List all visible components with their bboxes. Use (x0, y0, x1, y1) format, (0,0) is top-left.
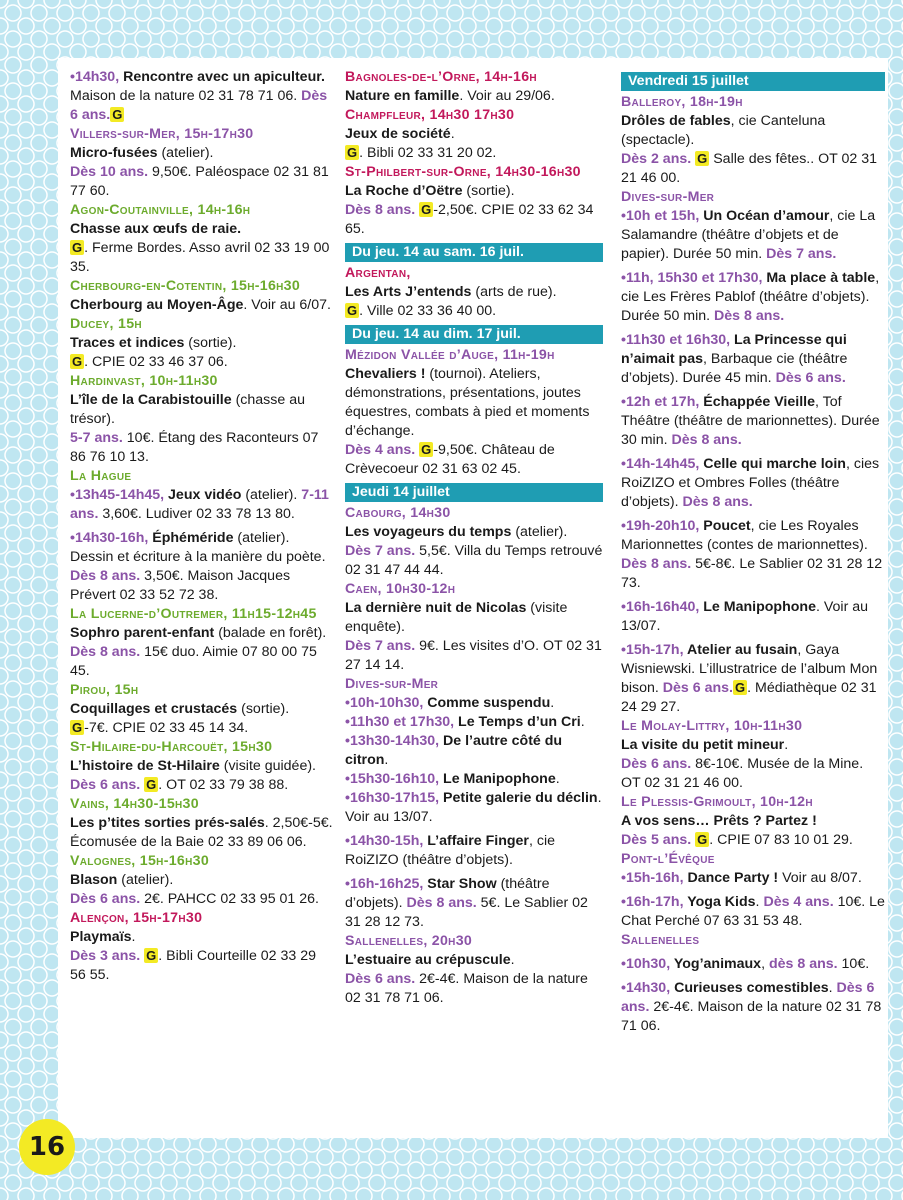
event-detail (345, 637, 603, 675)
event-info: (atelier). (511, 524, 568, 540)
event-info: (sortie). (462, 183, 515, 199)
venue-heading: Pirou, 15h (70, 682, 139, 698)
event-info: (visite guidée). (219, 758, 316, 774)
date-banner: Vendredi 15 juillet (621, 72, 885, 91)
venue-heading: Villers-sur-Mer, 15h-17h30 (70, 126, 254, 142)
event-title: Blason (70, 872, 118, 888)
free-badge: G (697, 151, 708, 166)
event-entry (345, 789, 603, 827)
event-entry (621, 455, 885, 512)
event-detail (70, 220, 334, 239)
venue-heading: La Lucerne-d’Outremer, 11h15-12h45 (70, 606, 317, 622)
free-badge: G (347, 303, 358, 318)
event-info: (tournoi). Ateliers, démonstrations, présentations, joutes équestres, combats à pied et moments d’échange. (345, 366, 590, 439)
date-banner: Du jeu. 14 au sam. 16 juil. (345, 243, 603, 262)
age-label: Dès 4 ans. (345, 442, 416, 458)
free-badge: G (146, 777, 157, 792)
age-label: Dès 7 ans. (345, 638, 416, 654)
event-title: Jeux vidéo (164, 487, 242, 503)
event-title: Chevaliers ! (345, 366, 426, 382)
event-info: , Gaya Wisniewski. L’illustratrice de l’album Mon bison. (621, 642, 878, 696)
event-entry (621, 955, 885, 974)
event-info: . (828, 980, 833, 996)
event-detail (70, 334, 334, 353)
event-detail (345, 182, 603, 201)
event-title: Sophro parent-enfant (70, 625, 215, 641)
age-label: Dès 7 ans. (762, 246, 837, 262)
age-label: Dès 8 ans. (345, 202, 416, 218)
event-detail (345, 970, 603, 1008)
event-detail (70, 700, 334, 719)
event-info: 9€. Les visites d’O. OT 02 31 27 14 14. (345, 638, 602, 673)
free-badge: G (72, 240, 83, 255)
event-time: •15h30-16h10, (345, 771, 440, 787)
event-title: Un Océan d’amour (699, 208, 830, 224)
event-info: (atelier). (241, 487, 298, 503)
event-info: (arts de rue). (471, 284, 557, 300)
event-title: L’estuaire au crépuscule (345, 952, 511, 968)
event-info: , cies RoiZIZO et Ombres Folles (théâtre d’objets). (621, 456, 880, 510)
event-time: •10h30, (621, 956, 671, 972)
age-label: Dès 6 ans. (771, 370, 846, 386)
event-info: -2,50€. CPIE 02 33 62 34 65. (345, 202, 594, 237)
age-label: Dès 6 ans. (658, 680, 733, 696)
event-info: Voir au 8/07. (778, 870, 862, 886)
event-info: . (555, 771, 560, 787)
event-detail (70, 429, 334, 467)
age-label: Dès 8 ans. (667, 432, 742, 448)
event-time: •10h-10h30, (345, 695, 424, 711)
event-entry (345, 713, 603, 732)
age-label: Dès 7 ans. (345, 543, 416, 559)
event-time: •12h et 17h, (621, 394, 700, 410)
event-detail (345, 144, 603, 163)
event-entry (621, 869, 885, 888)
column-1 (70, 68, 334, 985)
event-title: L’affaire Finger (423, 833, 529, 849)
event-time: •11h30 et 16h30, (621, 332, 731, 348)
event-info: . (510, 952, 515, 968)
free-badge: G (421, 202, 432, 217)
age-label: Dès 8 ans. (402, 895, 477, 911)
age-label: Dès 8 ans. (621, 556, 692, 572)
venue-heading: Hardinvast, 10h-11h30 (70, 373, 218, 389)
event-title: Yoga Kids (683, 894, 756, 910)
event-info: . Voir au 6/07. (243, 297, 331, 313)
venue-heading: Champfleur, 14h30 17h30 (345, 107, 515, 123)
event-entry (345, 875, 603, 932)
free-badge: G (112, 107, 123, 122)
event-detail (70, 928, 334, 947)
event-detail (70, 871, 334, 890)
event-info: , Barbaque cie (théâtre d’objets). Durée 45 min. (621, 351, 848, 386)
event-title: Rencontre avec un apiculteur. (119, 69, 325, 85)
event-info: (balade en forêt). (214, 625, 327, 641)
event-info: . 2,50€-5€. Écomusée de la Baie 02 33 89 06 06. (70, 815, 333, 850)
event-info: . Ferme Bordes. Asso avril 02 33 19 00 35. (70, 240, 330, 275)
event-title: Éphéméride (148, 530, 234, 546)
event-title: Curieuses comestibles (670, 980, 829, 996)
event-info: (atelier). (117, 872, 174, 888)
event-title: Chasse aux œufs de raie. (70, 221, 242, 237)
age-label: Dès 6 ans. (70, 777, 141, 793)
event-info: Maison de la nature 02 31 78 71 06. (70, 88, 298, 104)
venue-heading: Alençon, 15h-17h30 (70, 910, 203, 926)
event-info: (chasse au trésor). (70, 392, 305, 427)
page-number-badge: 16 (19, 1119, 75, 1175)
event-title: Les p’tites sorties prés-salés (70, 815, 265, 831)
event-info: , (761, 956, 766, 972)
event-entry (621, 598, 885, 636)
event-entry (621, 893, 885, 931)
event-title: Dance Party ! (683, 870, 779, 886)
venue-heading: Dives-sur-Mer (621, 189, 715, 205)
event-entry (70, 529, 334, 605)
column-3 (621, 68, 885, 1036)
event-detail (70, 296, 334, 315)
event-time: •14h30-15h, (345, 833, 424, 849)
event-title: Coquillages et crustacés (70, 701, 238, 717)
event-info: . (755, 894, 760, 910)
age-label: Dès 5 ans. (621, 832, 692, 848)
event-info: 3,60€. Ludiver 02 33 78 13 80. (98, 506, 295, 522)
event-info: . (131, 929, 136, 945)
event-detail (345, 542, 603, 580)
event-entry (621, 269, 885, 326)
date-banner: Du jeu. 14 au dim. 17 juil. (345, 325, 603, 344)
event-title: Yog’animaux (670, 956, 762, 972)
age-label: dès 8 ans. (765, 956, 838, 972)
age-label: Dès 6 ans. (70, 891, 141, 907)
event-detail (345, 87, 603, 106)
venue-heading: Cabourg, 14h30 (345, 505, 451, 521)
venue-heading: La Hague (70, 468, 132, 484)
event-title: Cherbourg au Moyen-Âge (70, 297, 244, 313)
venue-heading: St-Philbert-sur-Orne, 14h30-16h30 (345, 164, 581, 180)
age-label: Dès 8 ans. (70, 644, 141, 660)
event-time: •14h30, (70, 69, 120, 85)
age-label: 7-11 ans. (70, 487, 329, 522)
venue-heading: Sallenelles (621, 932, 700, 948)
event-detail (621, 812, 885, 831)
event-info: . (550, 695, 555, 711)
event-info: . Voir au 13/07. (621, 599, 869, 634)
event-entry (345, 732, 603, 770)
event-time: •16h-17h, (621, 894, 684, 910)
venue-heading: Mézidon Vallée d’Auge, 11h-19h (345, 347, 555, 363)
event-entry (70, 68, 334, 125)
event-time: •10h et 15h, (621, 208, 700, 224)
venue-heading: Caen, 10h30-12h (345, 581, 456, 597)
event-title: Petite galerie du déclin (439, 790, 598, 806)
event-info: 10€. Étang des Raconteurs 07 86 76 10 13. (70, 430, 319, 465)
event-detail (70, 814, 334, 852)
event-detail (621, 755, 885, 793)
event-title: Le Manipophone (439, 771, 556, 787)
event-info: . Voir au 13/07. (345, 790, 602, 825)
event-entry (345, 694, 603, 713)
event-entry (621, 641, 885, 717)
event-time: •15h-16h, (621, 870, 684, 886)
event-detail (70, 719, 334, 738)
age-label: 5-7 ans. (70, 430, 123, 446)
event-info: . (784, 737, 789, 753)
event-info: , cie Les Royales Marionnettes (contes de marionnettes). (621, 518, 868, 553)
event-info: (sortie). (184, 335, 237, 351)
event-detail (345, 523, 603, 542)
event-title: Ma place à table (762, 270, 876, 286)
event-info: 9,50€. Paléospace 02 31 81 77 60. (70, 164, 329, 199)
event-time: •14h30, (621, 980, 671, 996)
age-label: Dès 10 ans. (70, 164, 149, 180)
venue-heading: Cherbourg-en-Cotentin, 15h-16h30 (70, 278, 301, 294)
event-detail (345, 283, 603, 302)
event-title: Atelier au fusain (683, 642, 798, 658)
event-info: , Tof Théâtre (théâtre de marionnettes). Durée 30 min. (621, 394, 880, 448)
event-detail (621, 112, 885, 150)
event-detail (621, 150, 885, 188)
column-2 (345, 68, 603, 1008)
event-detail (70, 239, 334, 277)
event-info: 2€-4€. Maison de la nature 02 31 78 71 06. (621, 999, 882, 1034)
event-info: . (580, 714, 585, 730)
age-label: Dès 4 ans. (759, 894, 834, 910)
event-info: , cie Les Frères Pablof (théâtre d’objets). Durée 50 min. (621, 270, 880, 324)
event-info: , cie Canteluna (spectacle). (621, 113, 826, 148)
event-info: . Médiathèque 02 31 24 29 27. (621, 680, 877, 715)
event-title: Celle qui marche loin (699, 456, 846, 472)
event-info: 2€. PAHCC 02 33 95 01 26. (140, 891, 319, 907)
event-time: •15h-17h, (621, 642, 684, 658)
event-detail (345, 125, 603, 144)
event-info: . Voir au 29/06. (459, 88, 555, 104)
event-entry (345, 770, 603, 789)
free-badge: G (146, 948, 157, 963)
event-title: La dernière nuit de Nicolas (345, 600, 527, 616)
free-badge: G (735, 680, 746, 695)
event-info: . Bibli Courteille 02 33 29 56 55. (70, 948, 317, 983)
event-info: . OT 02 31 21 46 00. (621, 151, 878, 186)
age-label: Dès 2 ans. (621, 151, 692, 167)
event-info: 8€-10€. Musée de la Mine. OT 02 31 21 46 00. (621, 756, 864, 791)
venue-heading: Pont-l’Évêque (621, 851, 715, 867)
event-info: 2€-4€. Maison de la nature 02 31 78 71 06. (345, 971, 588, 1006)
event-info: , cie La Salamandre (théâtre d’objets et de papier). Durée 50 min. (621, 208, 876, 262)
venue-heading: Bagnoles-de-l’Orne, 14h-16h (345, 69, 537, 85)
event-title: De l’autre côté du citron (345, 733, 563, 768)
event-time: •19h-20h10, (621, 518, 700, 534)
event-title: Jeux de société (345, 126, 451, 142)
event-title: Micro-fusées (70, 145, 158, 161)
age-label: Dès 6 ans. (345, 971, 416, 987)
event-entry (70, 486, 334, 524)
free-badge: G (347, 145, 358, 160)
event-detail (70, 624, 334, 643)
venue-heading: St-Hilaire-du-Harcouët, 15h30 (70, 739, 273, 755)
event-time: •14h-14h45, (621, 456, 700, 472)
event-detail (345, 599, 603, 637)
event-title: L’île de la Carabistouille (70, 392, 232, 408)
event-detail (621, 736, 885, 755)
event-detail (70, 776, 334, 795)
event-title: Échappée Vieille (699, 394, 815, 410)
event-info: . OT 02 33 79 38 88. (158, 777, 289, 793)
event-info: (atelier). (157, 145, 214, 161)
age-label: Dès 6 ans. (621, 980, 875, 1015)
age-label: Dès 8 ans. (678, 494, 753, 510)
date-banner: Jeudi 14 juillet (345, 483, 603, 502)
free-badge: G (72, 720, 83, 735)
event-info: 15€ duo. Aimie 07 80 00 75 45. (70, 644, 317, 679)
event-title: Star Show (423, 876, 497, 892)
event-detail (70, 643, 334, 681)
event-time: •11h, 15h30 et 17h30, (621, 270, 763, 286)
event-title: Traces et indices (70, 335, 185, 351)
event-detail (70, 391, 334, 429)
event-info: 10€. Le Chat Perché 07 63 31 53 48. (621, 894, 885, 929)
venue-heading: Sallenelles, 20h30 (345, 933, 473, 949)
free-badge: G (72, 354, 83, 369)
event-info: -9,50€. Château de Crèvecoeur 02 31 63 02 45. (345, 442, 555, 477)
event-detail (621, 831, 885, 850)
event-entry (621, 517, 885, 593)
content-panel (58, 58, 888, 1138)
event-info: -7€. CPIE 02 33 45 14 34. (84, 720, 249, 736)
event-info: Salle des fêtes. (709, 151, 811, 167)
venue-heading: Agon-Coutainville, 14h-16h (70, 202, 251, 218)
event-detail (70, 353, 334, 372)
event-detail (70, 947, 334, 985)
event-info: 5,5€. Villa du Temps retrouvé 02 31 47 44 44. (345, 543, 603, 578)
event-detail (345, 302, 603, 321)
venue-heading: Le Molay-Littry, 10h-11h30 (621, 718, 803, 734)
event-time: •16h-16h40, (621, 599, 700, 615)
event-detail (345, 201, 603, 239)
age-label: Dès 6 ans. (70, 88, 328, 123)
event-title: Poucet (699, 518, 751, 534)
event-detail (345, 441, 603, 479)
event-info: 10€. (837, 956, 870, 972)
venue-heading: Balleroy, 18h-19h (621, 94, 743, 110)
event-info: (atelier). Dessin et écriture à la manière du poète. (70, 530, 326, 565)
event-info: (visite enquête). (345, 600, 568, 635)
event-detail (345, 951, 603, 970)
event-info: 5€. Le Sablier 02 31 28 12 73. (345, 895, 588, 930)
venue-heading: Le Plessis-Grimoult, 10h-12h (621, 794, 813, 810)
event-time: •16h30-17h15, (345, 790, 440, 806)
event-info: (théâtre d’objets). (345, 876, 550, 911)
event-entry (621, 207, 885, 264)
venue-heading: Argentan, (345, 265, 411, 281)
event-detail (70, 144, 334, 163)
venue-heading: Vains, 14h30-15h30 (70, 796, 199, 812)
event-detail (345, 365, 603, 441)
event-title: Les voyageurs du temps (345, 524, 512, 540)
event-info: . (450, 126, 455, 142)
event-title: La Princesse qui n’aimait pas (621, 332, 847, 367)
venue-heading: Dives-sur-Mer (345, 676, 439, 692)
event-title: Nature en famille (345, 88, 460, 104)
event-title: Le Manipophone (699, 599, 816, 615)
event-info: , cie RoiZIZO (théâtre d’objets). (345, 833, 555, 868)
event-title: Le Temps d’un Cri (454, 714, 581, 730)
event-info: 5€-8€. Le Sablier 02 31 28 12 73. (621, 556, 883, 591)
venue-heading: Valognes, 15h-16h30 (70, 853, 210, 869)
event-title: Drôles de fables (621, 113, 731, 129)
event-title: La visite du petit mineur (621, 737, 785, 753)
event-time: •16h-16h25, (345, 876, 424, 892)
free-badge: G (697, 832, 708, 847)
event-time: •11h30 et 17h30, (345, 714, 455, 730)
free-badge: G (421, 442, 432, 457)
venue-heading: Ducey, 15h (70, 316, 142, 332)
event-title: Les Arts J’entends (345, 284, 472, 300)
event-time: •13h45-14h45, (70, 487, 165, 503)
event-time: •13h30-14h30, (345, 733, 440, 749)
event-title: L’histoire de St-Hilaire (70, 758, 220, 774)
age-label: Dès 3 ans. (70, 948, 141, 964)
event-detail (70, 163, 334, 201)
event-info: . (384, 752, 389, 768)
event-time: •14h30-16h, (70, 530, 149, 546)
event-detail (70, 890, 334, 909)
event-info: . Ville 02 33 36 40 00. (359, 303, 497, 319)
event-info: . CPIE 07 83 10 01 29. (709, 832, 853, 848)
event-info: 3,50€. Maison Jacques Prévert 02 33 52 72 38. (70, 568, 291, 603)
event-title: La Roche d’Oëtre (345, 183, 463, 199)
age-label: Dès 6 ans. (621, 756, 692, 772)
event-entry (621, 979, 885, 1036)
age-label: Dès 8 ans. (70, 568, 141, 584)
event-entry (621, 331, 885, 388)
event-detail (70, 757, 334, 776)
event-title: Comme suspendu (423, 695, 551, 711)
event-info: . Bibli 02 33 31 20 02. (359, 145, 497, 161)
event-entry (345, 832, 603, 870)
event-entry (621, 393, 885, 450)
event-info: . CPIE 02 33 46 37 06. (84, 354, 228, 370)
age-label: Dès 8 ans. (710, 308, 785, 324)
event-info: (sortie). (237, 701, 290, 717)
event-title: Playmaïs (70, 929, 132, 945)
event-title: A vos sens… Prêts ? Partez ! (621, 813, 817, 829)
